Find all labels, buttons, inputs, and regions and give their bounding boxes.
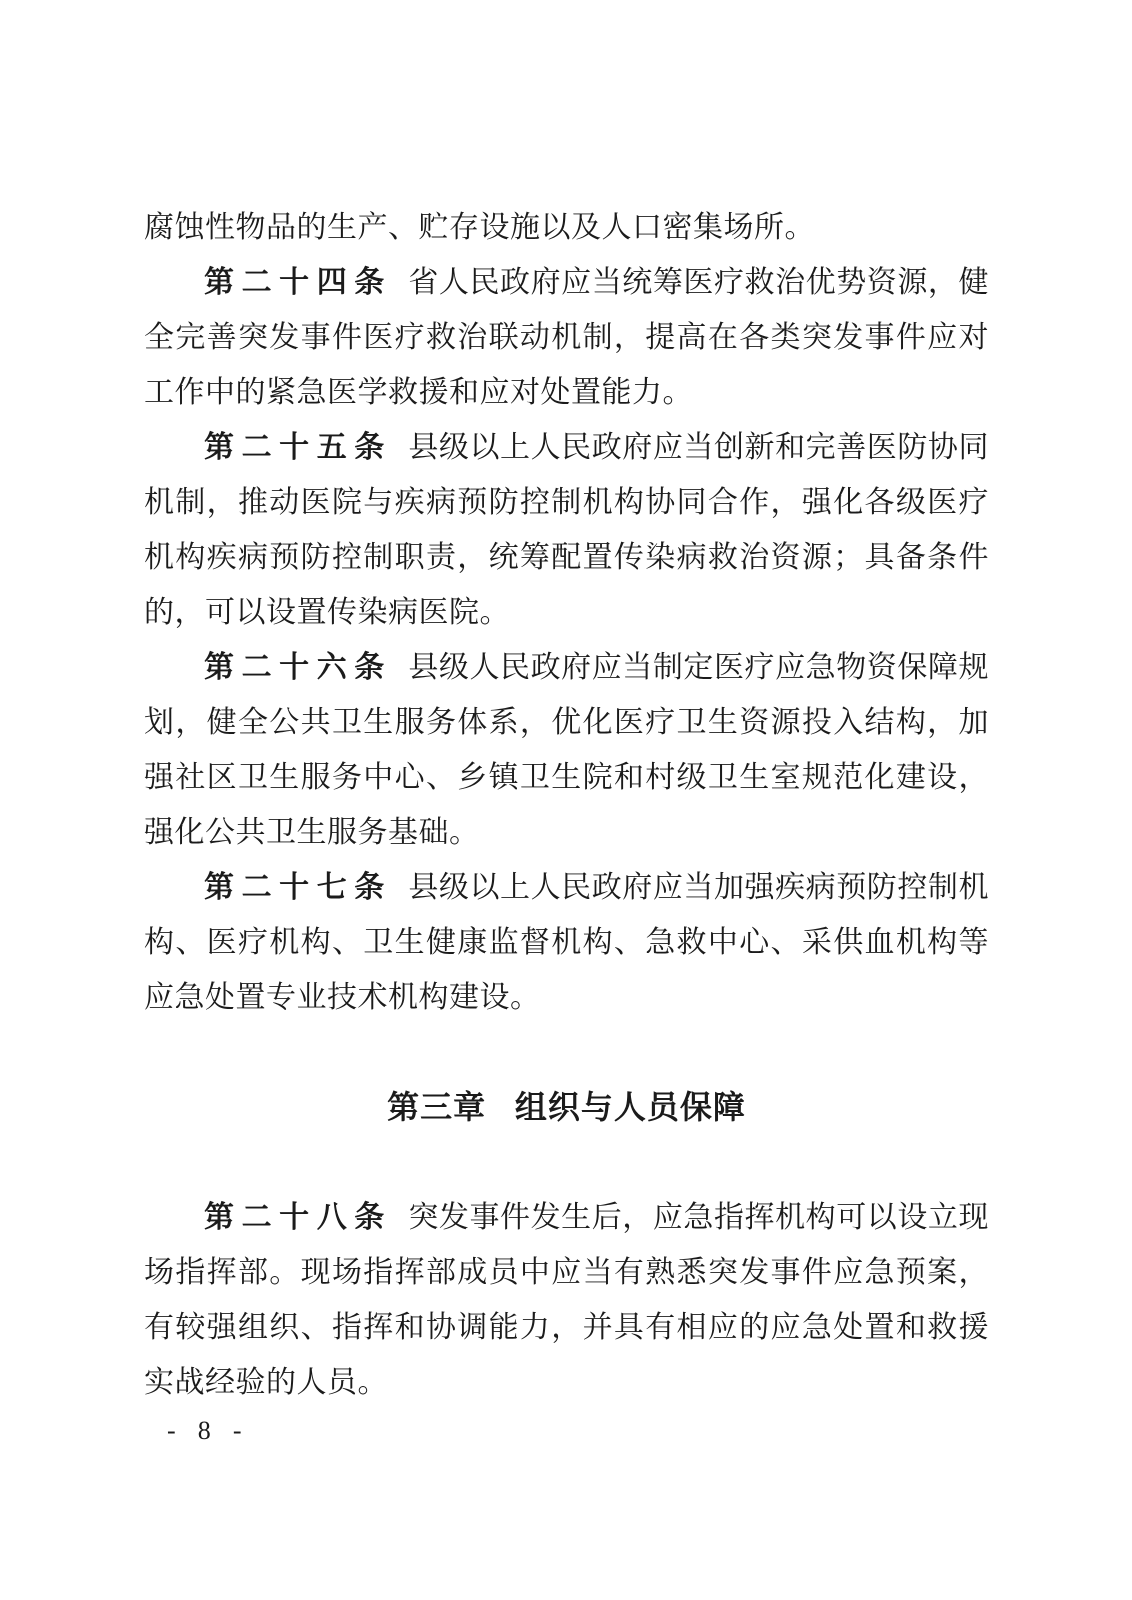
article-24-number: 第二十四条 [204,266,392,299]
page-number: - 8 - [167,1416,250,1445]
article-27-text: 县级以上人民政府应当加强疾病预防控制机构、医疗机构、卫生健康监督机构、急救中心、采供血机构等应急处置专业技术机构建设。 [144,871,990,1014]
chapter-title: 组织与人员保障 [514,1089,746,1125]
paragraph-continuation [144,200,989,255]
article-27-paragraph [144,860,989,1025]
article-28-paragraph [144,1190,989,1410]
chapter-heading [144,1080,989,1135]
article-24-text: 省人民政府应当统筹医疗救治优势资源，健全完善突发事件医疗救治联动机制，提高在各类突发事件应对工作中的紧急医学救援和应对处置能力。 [144,266,990,409]
paragraph-text: 腐蚀性物品的生产、贮存设施以及人口密集场所。 [144,211,815,244]
page-footer [167,1414,249,1448]
article-24-paragraph [144,255,989,420]
article-28-number: 第二十八条 [204,1201,392,1234]
article-27-number: 第二十七条 [204,871,392,904]
article-25-number: 第二十五条 [204,431,392,464]
document-content [144,200,989,1410]
article-28-text: 突发事件发生后，应急指挥机构可以设立现场指挥部。现场指挥部成员中应当有熟悉突发事件应急预案，有较强组织、指挥和协调能力，并具有相应的应急处置和救援实战经验的人员。 [144,1201,990,1399]
article-26-number: 第二十六条 [204,651,392,684]
article-25-paragraph [144,420,989,640]
article-25-text: 县级以上人民政府应当创新和完善医防协同机制，推动医院与疾病预防控制机构协同合作，强化各级医疗机构疾病预防控制职责，统筹配置传染病救治资源；具备条件的，可以设置传染病医院。 [144,431,990,629]
article-26-paragraph [144,640,989,860]
chapter-number: 第三章 [387,1089,487,1125]
article-26-text: 县级人民政府应当制定医疗应急物资保障规划，健全公共卫生服务体系，优化医疗卫生资源投入结构，加强社区卫生服务中心、乡镇卫生院和村级卫生室规范化建设，强化公共卫生服务基础。 [144,651,990,849]
